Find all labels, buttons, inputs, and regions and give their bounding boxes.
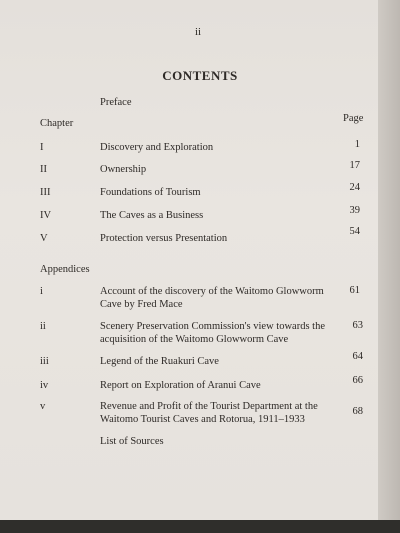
chapter-4-title: The Caves as a Business	[100, 210, 204, 221]
appendices-header: Appendices	[40, 264, 90, 275]
chapter-4-page: 39	[349, 205, 360, 216]
appendix-2-line2: acquisition of the Waitomo Glowworm Cave	[100, 334, 289, 345]
preface-entry: Preface	[100, 97, 132, 108]
appendix-1-line1: Account of the discovery of the Waitomo Glowworm	[100, 286, 324, 297]
appendix-5-line1: Revenue and Profit of the Tourist Department at the	[100, 401, 318, 412]
appendix-4-page: 66	[352, 375, 363, 386]
page-column-header: Page	[343, 113, 364, 124]
appendix-5-line2: Waitomo Tourist Caves and Rotorua, 1911–1933	[100, 414, 305, 425]
appendix-1-line2: Cave by Fred Mace	[100, 299, 183, 310]
appendix-5-number: v	[40, 401, 46, 412]
appendix-1-number: i	[40, 286, 43, 297]
chapter-3-page: 24	[349, 182, 360, 193]
chapter-1-page: 1	[354, 139, 360, 150]
chapter-3-title: Foundations of Tourism	[100, 187, 201, 198]
appendix-3-page: 64	[352, 351, 363, 362]
appendix-4-number: iv	[40, 380, 49, 391]
chapter-4-number: IV	[40, 210, 52, 221]
appendix-3-line1: Legend of the Ruakuri Cave	[100, 356, 219, 367]
appendix-2-number: ii	[40, 321, 46, 332]
appendix-2-page: 63	[352, 320, 363, 331]
appendix-4-line1: Report on Exploration of Aranui Cave	[100, 380, 261, 391]
appendix-5-page: 68	[352, 406, 363, 417]
chapter-2-page: 17	[349, 160, 360, 171]
chapter-5-page: 54	[349, 226, 360, 237]
appendix-2-line1: Scenery Preservation Commission's view towards the	[100, 321, 325, 332]
bottom-shadow	[0, 520, 400, 533]
page-folio: ii	[195, 26, 202, 38]
chapter-column-header: Chapter	[40, 118, 74, 129]
chapter-1-number: I	[40, 142, 44, 153]
chapter-5-title: Protection versus Presentation	[100, 233, 228, 244]
chapter-3-number: III	[40, 187, 51, 198]
next-page-edge	[378, 0, 400, 520]
contents-title: CONTENTS	[162, 68, 238, 83]
chapter-1-title: Discovery and Exploration	[100, 142, 214, 153]
chapter-2-title: Ownership	[100, 164, 147, 175]
list-of-sources-entry: List of Sources	[100, 436, 164, 447]
chapter-2-number: II	[40, 164, 47, 175]
chapter-5-number: V	[40, 233, 48, 244]
appendix-1-page: 61	[349, 285, 360, 296]
appendix-3-number: iii	[40, 356, 49, 367]
